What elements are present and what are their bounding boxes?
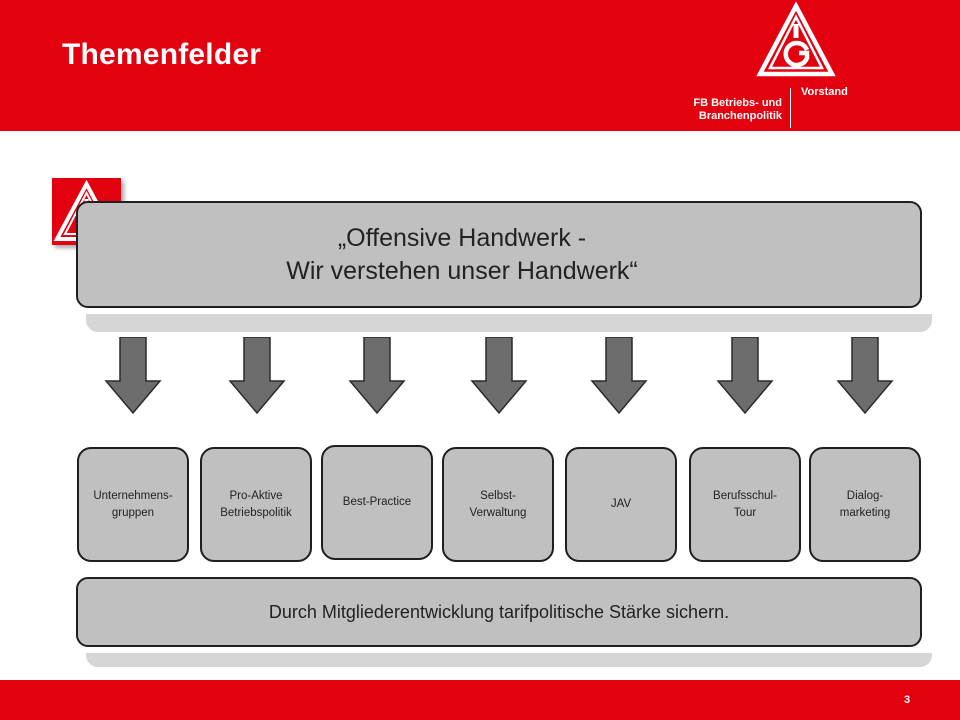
down-arrow-icon [470, 337, 528, 415]
topic-label-line-2: Verwaltung [469, 506, 527, 519]
topic-box [689, 447, 801, 562]
main-message-line-2: Wir verstehen unser Handwerk“ [286, 256, 638, 285]
topic-label-line-1: Berufsschul- [713, 489, 777, 502]
main-message-line-1: „Offensive Handwerk - [337, 223, 587, 252]
department-label [693, 97, 782, 123]
summary-text: Durch Mitgliederentwicklung tarifpolitische Stärke sichern. [268, 601, 730, 622]
main-message-box [76, 201, 922, 308]
header-divider [790, 88, 791, 128]
footer-bar [0, 680, 960, 720]
summary-box [76, 577, 922, 647]
ig-metall-logo-icon [754, 0, 838, 82]
down-arrow-icon [590, 337, 648, 415]
page-number: 3 [904, 694, 911, 706]
topic-label-line-1: Unternehmens- [93, 489, 173, 502]
topic-label-line-1: Pro-Aktive [229, 489, 283, 502]
topic-label-line-1: Selbst- [480, 489, 516, 502]
topic-label-line-2: Betriebspolitik [220, 506, 292, 519]
down-arrow-icon [348, 337, 406, 415]
down-arrow-icon [716, 337, 774, 415]
topic-label-line-2: Tour [733, 506, 757, 519]
main-box-shadow [86, 314, 932, 332]
topic-box [442, 447, 554, 562]
board-label: Vorstand [801, 86, 848, 98]
topic-box [321, 445, 433, 560]
topic-label-line-2: gruppen [111, 506, 155, 519]
topic-box [565, 447, 677, 562]
topic-label-line-1: Dialog- [846, 489, 884, 502]
down-arrow-icon [228, 337, 286, 415]
department-line-1: FB Betriebs- und [693, 97, 782, 109]
topic-box [200, 447, 312, 562]
topic-box [809, 447, 921, 562]
department-line-2: Branchenpolitik [698, 110, 782, 122]
header-bar [0, 0, 960, 131]
bottom-box-shadow [86, 653, 932, 667]
page-title: Themenfelder [62, 38, 262, 71]
topic-label-line-1: Best-Practice [342, 496, 412, 508]
topic-label-line-2: marketing [839, 506, 891, 519]
down-arrow-icon [836, 337, 894, 415]
topic-label-line-1: JAV [610, 498, 632, 510]
down-arrow-icon [104, 337, 162, 415]
topic-box [77, 447, 189, 562]
